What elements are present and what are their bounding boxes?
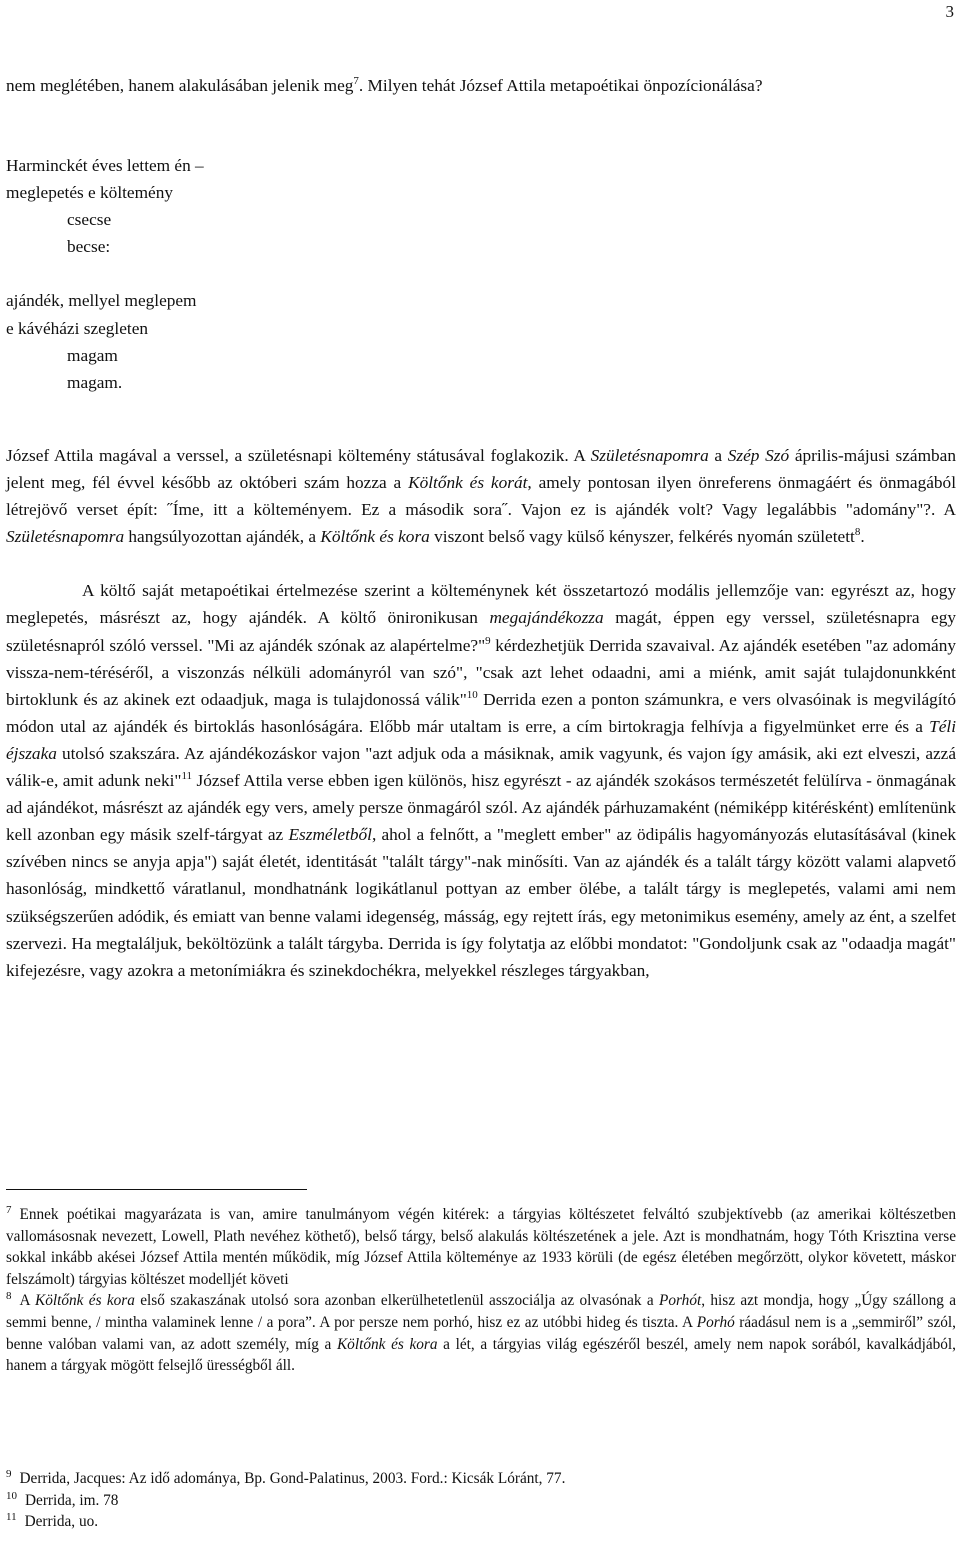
poem-quote (6, 152, 204, 396)
footnotes-block (6, 1204, 956, 1377)
footnote-11: $^{11}$ Derrida, uo. (6, 1511, 99, 1531)
poem-line: meglepetés e költemény (6, 183, 173, 203)
footnote-8: $^8$ A Költőnk és kora első szakaszának utolsó sora azonban elkerülhetetlenül asszociálja az olvasónak a Porhót, hisz azt mondja, hogy „Úgy szállong a semmi benne, / mintha valaminek lenne / a pora”. A por persze nem porhó, hisz ez az utóbbi hideg és tiszta. A Porhó ráadásul nem is a „semmiről” szól, benne valóban valami van, az adott személy, míg a Költőnk és kora a lét, a tárgyias világ egészéről beszél, amely nem napok sorából, kavalkádjából, hanem a tárgyak mögött felsejlő ürességből áll. (6, 1290, 957, 1375)
footnotes-block-references (6, 1468, 956, 1533)
intro-text: nem meglétében, hanem alakulásában jelenik meg (6, 76, 354, 95)
footnote-ref-9[interactable]: 9 (485, 634, 491, 647)
footnote-7: $^7$ Ennek poétikai magyarázata is van, amire tanulmányom végén kitérek: a tárgyias költészetet felváltó szubjektívebb (az amerikai költészetben vallomásosnak nevezett, Lowell, Plath nevéhez köthető), belső tárgy, belső alakulás költészetének a jele. Azt is mondhatnám, hogy Tóth Krisztina verse sokkal inkább akései József Attila mentén működik, míg József Attila költeménye az 1933 körüli (de egész életében megőrzött, olykor követett, máskor felszámolt) tárgyias költészet modelljét követi (6, 1204, 956, 1288)
paragraph-birthday-poem: József Attila magával a verssel, a születésnapi költemény státusával foglakozik. A Születésnapomra a Szép Szó április-májusi számban jelent meg, fél évvel később az októberi szám hozza a Költőnk és korát, amely pontosan ilyen önreferens önmagáért és önmagából létrejövő verset épít: ˝Íme, itt a költeményem. Ez a második sora˝. Vajon ez is ajándék volt? Vagy legalábbis "adomány"?. A Születésnapomra hangsúlyozottan ajándék, a Költőnk és kora viszont belső vagy külső kényszer, felkérés nyomán született$^8$. (6, 446, 956, 547)
intro-paragraph (6, 72, 956, 99)
footnote-10: $^{10}$ Derrida, im. 78 (6, 1489, 119, 1509)
intro-text-cont: . Milyen tehát József Attila metapoétikai önpozícionálása? (358, 76, 763, 95)
footnote-ref-8[interactable]: 8 (854, 526, 861, 539)
poem-line: becse: (67, 237, 111, 257)
poem-line: ajándék, mellyel meglepem (6, 291, 197, 311)
footnote-number: 11 (6, 1511, 17, 1524)
poem-line: csecse (67, 210, 112, 230)
poem-line: magam. (67, 372, 123, 392)
footnote-ref-10[interactable]: 10 (466, 688, 478, 701)
footnote-number: 10 (6, 1489, 17, 1502)
poem-line: magam (67, 345, 118, 365)
footnote-ref-7[interactable]: 7 (353, 75, 359, 87)
footnote-9: $^9$ Derrida, Jacques: Az idő adománya, Bp. Gond-Palatinus, 2003. Ford.: Kicsák Lóránt, 77. (6, 1468, 566, 1487)
footnote-ref-11[interactable]: 11 (181, 770, 193, 783)
page-number: 3 (945, 2, 954, 21)
main-text (6, 442, 956, 984)
footnote-number: 8 (6, 1290, 12, 1303)
footnote-number: 9 (6, 1468, 12, 1480)
paragraph-gift: A költő saját metapoétikai értelmezése szerint a költeménynek két összetartozó modális jellemzője van: egyrészt az, hogy meglepetés, másrészt az, hogy ajándék. A költő önironikusan megajándékozza magát, éppen egy verssel, születésnapra egy születésnapról szóló verssel. "Mi az ajándék szónak az alapértelme?"$^9$ kérdezhetjük Derrida szavaival. Az ajándék esetében "az adomány vissza-nem-téréséről, a viszonzás nélküli adományról van szó", "csak azt lehet odaadni, ami a miénk, amit saját tulajdonunkként birtoklunk és az akinek ezt odaadjuk, maga is tulajdonossá válik"$^{10}$ Derrida ezen a ponton számunkra, e vers olvasóinak is megvilágító módon utal az ajándék és birtoklás hasonlóságára. Előbb már utaltam is erre, a cím birtokragja felhívja a figyelmünket erre és a Téli éjszaka utolsó szakszára. Az ajándékozáskor vajon "azt adjuk oda a másiknak, amik vagyunk, és vajon így amásik, aki ezt elveszi, azzá válik-e, amit adunk neki"$^{11}$ József Attila verse ebben igen különös, hisz egyrészt - az ajándék szokásos természetét felülírva - önmagának ad ajándékot, másrészt az ajándék egy vers, amely persze önmagáról szól. Az ajándék párhuzamaként (némiképp kitérésként) említenünk kell azonban egy másik szelf-tárgyat az Eszméletből, ahol a felnőtt, a "meglett ember" az ödipális hagyományozás elutasításával (kinek szívében nincs se anyja apja") saját életét, identitását "talált tárgy"-nak minősíti. Van az ajándék és a talált tárgy között valami alapvető hasonlóság, mindkettő váratlanul, mondhatnánk logikátlanul pottyan az ember ölébe, a talált tárgy is meglepetés, valami ami nem szükségszerűen adódik, és emiatt van benne valami idegenség, másság, egy rejtett írás, egy metonimikus esemény, amely az ént, a szelfet szervezi. Ha megtaláljuk, beköltözünk a talált tárgyba. Derrida is így folytatja az előbbi mondatot: "Gondoljunk csak az "odaadja magát" kifejezésre, vagy azokra a metonímiákra és szinekdochékra, melyekkel részleges tárgyakban, (6, 581, 956, 980)
poem-line: Harminckét éves lettem én – (6, 156, 204, 175)
footnote-separator (6, 1189, 307, 1190)
footnote-number: 7 (6, 1204, 12, 1216)
stanza-gap (6, 260, 204, 287)
poem-line: e kávéházi szegleten (6, 318, 149, 338)
